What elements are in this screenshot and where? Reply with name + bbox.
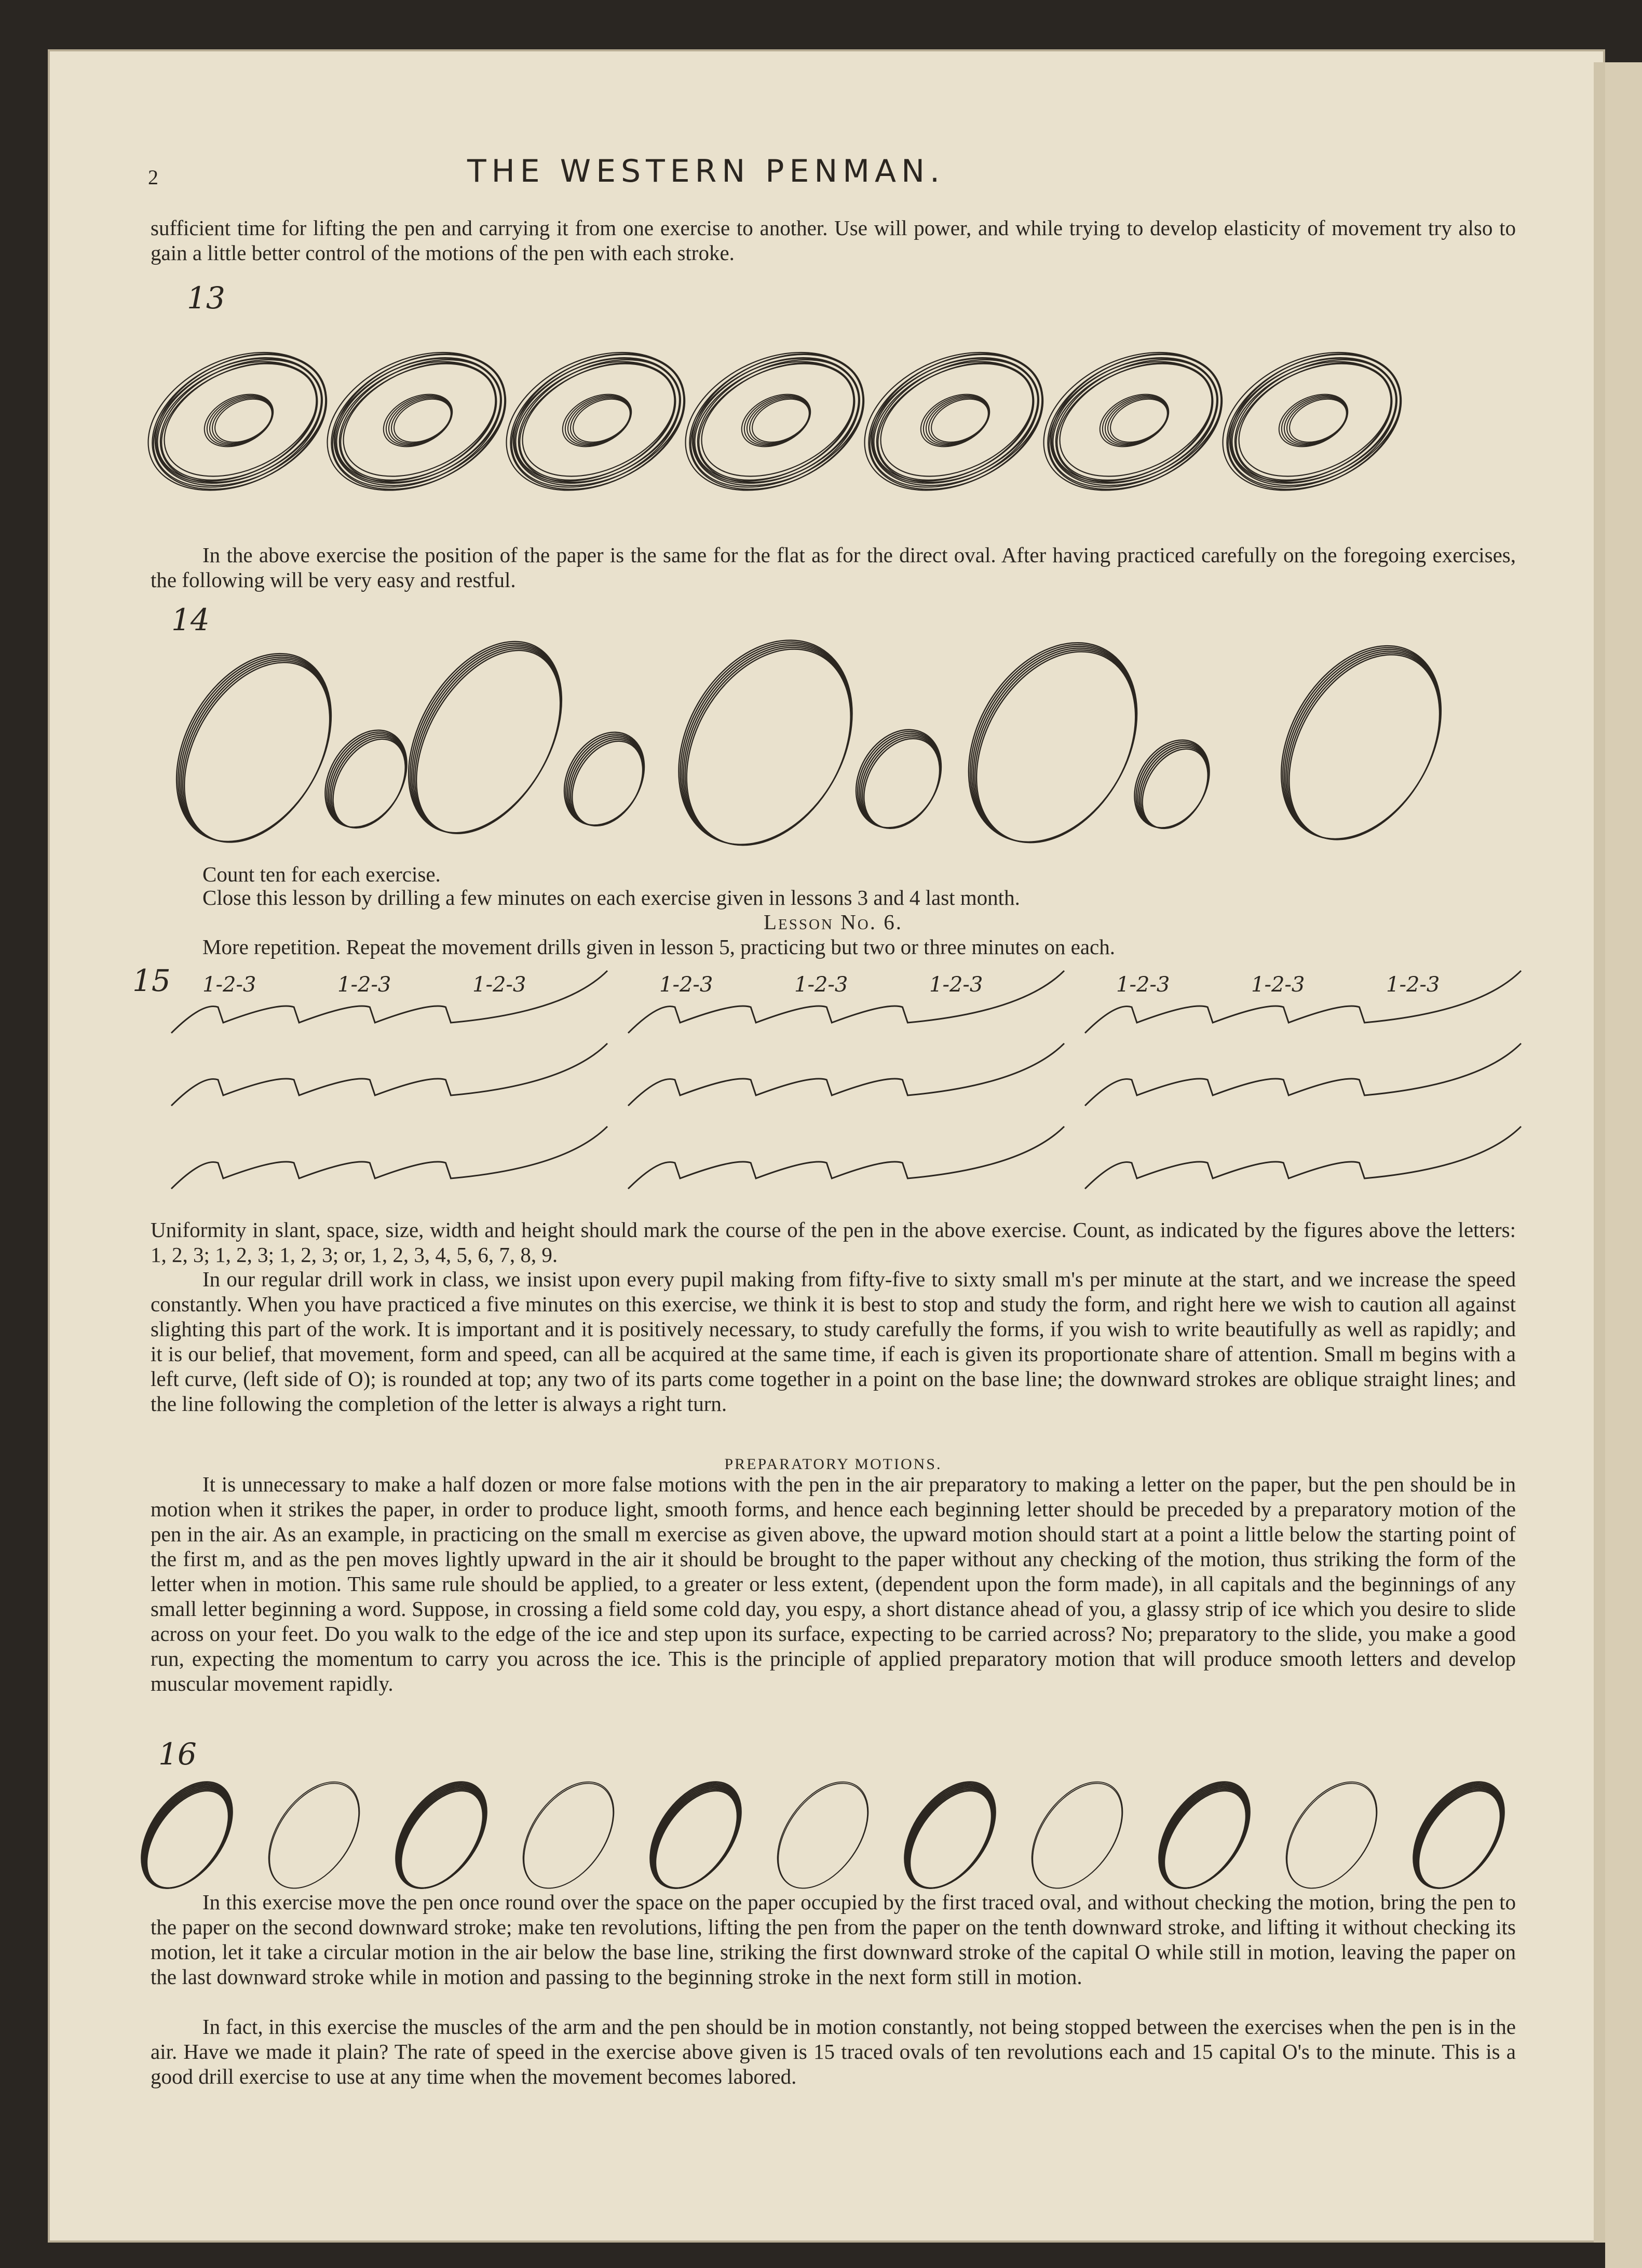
page-number: 2 (148, 166, 158, 189)
oval-stroke (759, 1765, 887, 1905)
capital-o-stroke (1251, 619, 1473, 867)
paragraph-7: It is unnecessary to make a half dozen or more false motions with the pen in the air preparatory to making a letter on the paper, but the pen should be in motion when it strikes the paper, in order to produce light, smooth forms, and hence each beginning letter should be preceded by a preparatory motion of the pen in the air. As an example, in practicing on the small m exercise as given above, the upward motion should start at a point a little below the starting point of the first m, and as the pen moves lightly upward in the air it should be brought to the paper without any checking of the motion, thus striking the form of the letter when in motion. This same rule should be applied, to a greater or less extent, (dependent upon the form made), in all capitals and the beginnings of any small letter beginning a word. Suppose, in crossing a field some cold day, you espy, a short distance ahead of you, a glassy strip of ice which you desire to slide across on your feet. Do you walk to the edge of the ice and step upon its surface, expecting to be carried across? No; preparatory to the slide, you make a good run, expecting the momentum to carry you across the ice. This is the principle of applied preparatory motion that will produce smooth letters and develop muscular movement rapidly. (151, 1472, 1516, 1695)
capital-o-group (1249, 617, 1474, 867)
flat-oval-group (484, 325, 708, 518)
exercise-16-traced-ovals (156, 1765, 1526, 1905)
page-edge (1594, 62, 1605, 2243)
oval-stroke (1014, 1767, 1140, 1905)
oval-stroke (251, 1767, 377, 1905)
capital-o-stroke (944, 623, 1168, 871)
exercise-14-capital-o-drill (156, 618, 1505, 851)
small-m-stroke (171, 1043, 607, 1106)
preparatory-motions-heading: PREPARATORY MOTIONS. (724, 1456, 942, 1473)
oval-stroke (505, 1765, 633, 1905)
traced-oval-group (377, 1765, 506, 1905)
next-page-edge (1605, 62, 1642, 2268)
small-m-stroke (1085, 1043, 1521, 1106)
oval-stroke (250, 1765, 378, 1905)
capital-o-group (548, 718, 660, 840)
paragraph-9: In fact, in this exercise the muscles of the arm and the pen should be in motion constantly, not being stopped between the exercises when the pen is in the air. Have we made it plain? The rate of speed in the exercise above given is 15 traced ovals of ten revolutions each and 15 capital O's to the minute. This is a good drill exercise to use at any time when the movement becomes labored. (151, 2015, 1516, 2088)
count-label: 1-2-3 (1116, 973, 1170, 997)
capital-o-stroke (147, 628, 362, 868)
flat-oval-group (126, 325, 349, 518)
traced-oval-group (1141, 1765, 1269, 1905)
count-label: 1-2-3 (794, 973, 848, 997)
capital-o-group (145, 626, 363, 869)
exercise-14-label: 14 (171, 602, 210, 637)
count-label: 1-2-3 (659, 973, 713, 997)
capital-o-stroke (942, 621, 1169, 872)
oval-stroke (1013, 1765, 1142, 1905)
oval-stroke (1395, 1765, 1523, 1905)
flat-oval-group (663, 325, 887, 518)
paragraph-8: In this exercise move the pen once round over the space on the paper occupied by the first traced oval, and without checking the motion, bring the pen to the paper on the second downward stroke; make ten revolutions, lifting the pen from the paper on the tenth downward stroke, and lifting it without checking its motion, let it take a circular motion in the air below the base line, striking the first downward stroke of the capital O while still in motion, leaving the paper on the last downward stroke while in motion and passing to the beginning stroke in the next form still in motion. (151, 1890, 1516, 1989)
flat-oval-group (305, 325, 528, 518)
capital-o-stroke (145, 626, 363, 869)
flat-oval-group (1201, 325, 1424, 518)
traced-oval-group (632, 1765, 760, 1905)
exercise-13-flat-ovals (151, 311, 1500, 529)
capital-o-light (505, 1765, 633, 1905)
small-m-stroke (171, 1126, 607, 1189)
count-label: 1-2-3 (202, 973, 256, 997)
traced-oval-group (1395, 1765, 1523, 1905)
capital-o-group (934, 613, 1171, 872)
count-label: 1-2-3 (929, 973, 983, 997)
paragraph-2: In the above exercise the position of the paper is the same for the flat as for the direct oval. After having practiced carefully on the foregoing exercises, the following will be very easy and restful. (151, 543, 1516, 592)
paragraph-4: More repetition. Repeat the movement drills given in lesson 5, practicing but two or three minutes on each. (202, 935, 1115, 959)
oval-stroke (632, 1765, 760, 1905)
flat-oval-group (1022, 325, 1245, 518)
flat-oval-group (843, 325, 1066, 518)
count-label: 1-2-3 (337, 973, 391, 997)
exercise-16-label: 16 (158, 1736, 197, 1772)
oval-stroke (1141, 1765, 1269, 1905)
capital-o-group (644, 609, 888, 876)
exercise-13-label: 13 (187, 280, 225, 316)
oval-stroke (886, 1765, 1014, 1905)
capital-o-stroke (1249, 617, 1474, 867)
capital-o-group (377, 615, 593, 859)
capital-o-group (839, 714, 958, 843)
paragraph-3a: Count ten for each exercise. (202, 862, 441, 886)
capital-o-light (759, 1765, 887, 1905)
oval-stroke (1268, 1765, 1396, 1905)
capital-o-stroke (651, 618, 885, 875)
small-m-stroke (1085, 1126, 1521, 1189)
oval-stroke (377, 1765, 506, 1905)
exercise-15-small-m-drill (151, 973, 1542, 1204)
oval-stroke (760, 1767, 886, 1905)
lesson-heading: Lesson No. 6. (764, 910, 903, 934)
capital-o-light (250, 1765, 378, 1905)
small-m-stroke (628, 1126, 1064, 1189)
oval-stroke (506, 1767, 631, 1905)
traced-oval-group (886, 1765, 1014, 1905)
small-m-stroke (628, 1043, 1064, 1106)
page-header-title: THE WESTERN PENMAN. (467, 153, 945, 189)
paragraph-1: sufficient time for lifting the pen and carrying it from one exercise to another. Use will power, and while trying to develop elasticity of movement try also to gain a little better control of the motions of the pen with each stroke. (151, 216, 1516, 265)
capital-o-group (1119, 727, 1225, 841)
count-label: 1-2-3 (472, 973, 526, 997)
paragraph-3b: Close this lesson by drilling a few minutes on each exercise given in lessons 3 and 4 last month. (202, 886, 1020, 909)
count-label: 1-2-3 (1386, 973, 1440, 997)
oval-stroke (1269, 1767, 1394, 1905)
paragraph-5: Uniformity in slant, space, size, width and height should mark the course of the pen in the above exercise. Count, as indicated by the figures above the letters: 1, 2, 3; 1, 2, 3; 1, 2, 3; or, 1, 2, 3, 4, 5, 6, 7, 8, 9. (151, 1218, 1516, 1267)
count-label: 1-2-3 (1251, 973, 1305, 997)
paragraph-6: In our regular drill work in class, we insist upon every pupil making from fifty-five to sixty small m's per minute at the start, and we increase the speed constantly. When you have practiced a five minutes on this exercise, we think it is best to stop and study the form, and right here we wish to caution all against slighting this part of the work. It is important and it is positively necessary, to study carefully the forms, if you wish to write beautifully as well as rapidly; and it is our belief, that movement, form and speed, can all be acquired at the same time, if each is given its proportionate share of attention. Small m begins with a left curve, (left side of O); is rounded at top; any two of its parts come together in a point on the base line; the downward strokes are oblique straight lines; and the line following the completion of the letter is always a right turn. (151, 1267, 1516, 1416)
capital-o-stroke (653, 620, 884, 875)
capital-o-light (1013, 1765, 1142, 1905)
capital-o-group (308, 715, 423, 841)
exercise-15-label: 15 (132, 963, 171, 998)
capital-o-light (1268, 1765, 1396, 1905)
